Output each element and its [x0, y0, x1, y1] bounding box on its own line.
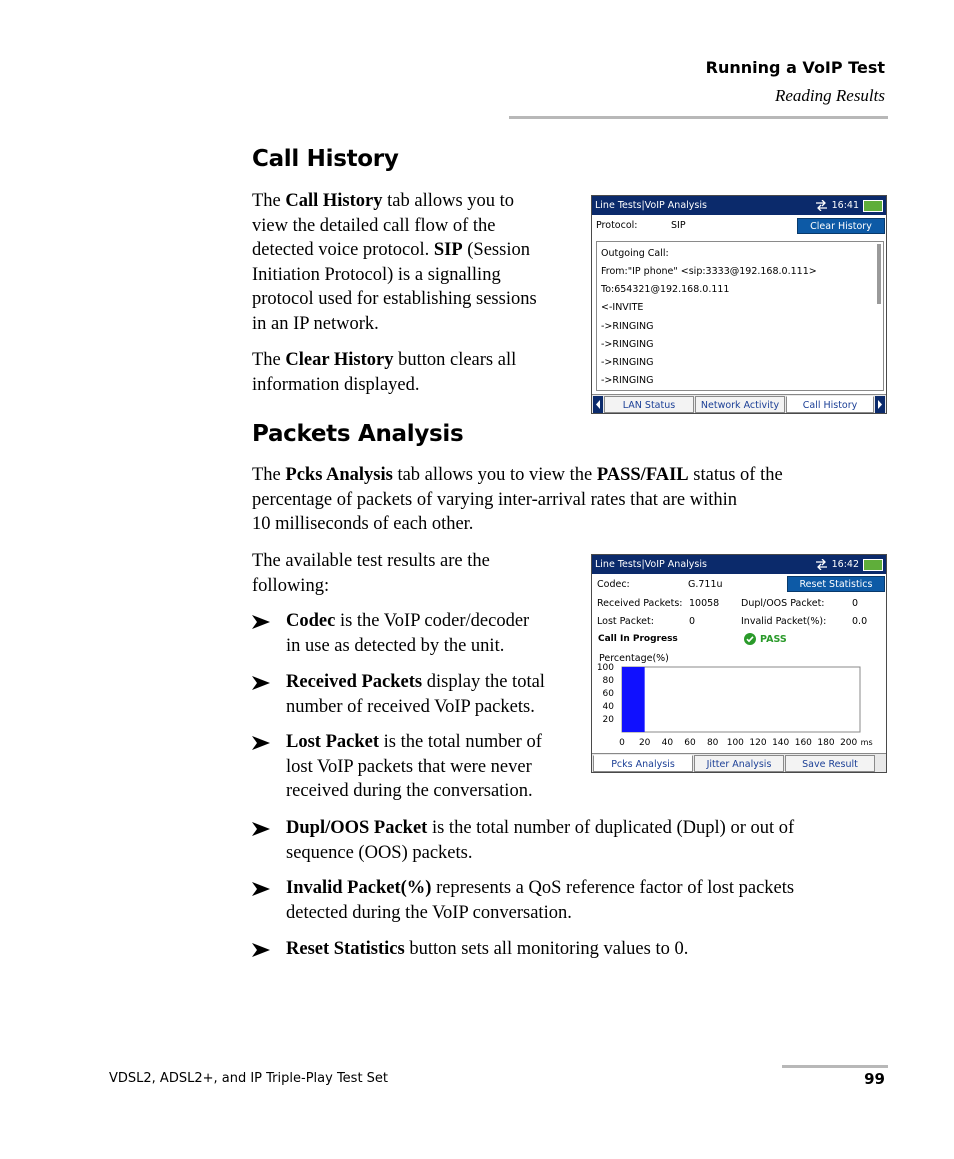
call-history-paragraph-2: The Clear History button clears all information displayed. [252, 350, 517, 395]
pass-status: PASS [760, 634, 787, 645]
heading-call-history: Call History [252, 146, 399, 172]
log-line: From:"IP phone" <sip:3333@192.168.0.111> [601, 266, 817, 277]
log-line: ->RINGING [601, 321, 654, 332]
chart-x-tick-label: 180 [817, 738, 835, 748]
tab-pcks-analysis[interactable]: Pcks Analysis [593, 755, 693, 772]
battery-icon [863, 200, 883, 212]
chart-x-tick-label: 140 [772, 738, 790, 748]
received-packets-value: 10058 [689, 598, 720, 609]
chart-x-tick-label: 100 [726, 738, 744, 748]
reset-statistics-button[interactable]: Reset Statistics [787, 576, 885, 592]
chart-x-tick-label: 20 [638, 738, 651, 748]
screen-title: Line Tests|VoIP Analysis [595, 559, 707, 570]
chart-y-tick-label: 100 [596, 663, 614, 673]
call-log-scrollbar[interactable] [877, 244, 881, 304]
page-number: 99 [864, 1070, 885, 1088]
bullet-arrow-icon [252, 736, 270, 750]
call-status: Call In Progress [598, 634, 678, 644]
chart-x-tick-label: 60 [684, 738, 696, 748]
screen-tab-bar [592, 394, 886, 413]
clear-history-button[interactable]: Clear History [797, 218, 885, 234]
network-arrows-icon [815, 200, 828, 211]
received-packets-label: Received Packets: [597, 598, 683, 609]
chart-x-tick-label: 80 [706, 738, 719, 748]
running-header-title: Running a VoIP Test [705, 58, 885, 77]
invalid-packet-value: 0.0 [852, 616, 868, 627]
chart-x-unit: ms [860, 738, 873, 747]
packets-paragraph-1: The Pcks Analysis tab allows you to view the PASS/FAIL status of the percentage of packets of varying inter-arrival rates that are within 10 milliseconds of each other. [252, 465, 783, 534]
chart-x-tick-label: 0 [619, 738, 625, 748]
codec-value: G.711u [688, 579, 723, 590]
screen-tab-bar [592, 753, 886, 772]
log-line: <-INVITE [601, 302, 644, 313]
chart-x-tick-label: 200 [840, 738, 858, 748]
running-header-subtitle: Reading Results [774, 86, 885, 105]
log-line: ->RINGING [601, 375, 654, 386]
percentage-chart [592, 647, 886, 751]
packets-paragraph-2: The available test results are the following: [252, 551, 490, 596]
log-line: Outgoing Call: [601, 248, 669, 259]
protocol-label: Protocol: [596, 220, 638, 231]
chart-bar [622, 667, 645, 732]
bullet-arrow-icon [252, 822, 270, 836]
chart-ylabel: Percentage(%) [599, 653, 669, 664]
pass-check-icon [744, 633, 756, 645]
tab-lan-status[interactable]: LAN Status [604, 396, 694, 413]
log-line: ->RINGING [601, 357, 654, 368]
footer-rule [782, 1065, 888, 1068]
tab-scroll-right-icon[interactable] [875, 396, 885, 413]
bullet-arrow-icon [252, 676, 270, 690]
lost-packet-value: 0 [689, 616, 696, 627]
network-arrows-icon [815, 559, 828, 570]
bullet-arrow-icon [252, 943, 270, 957]
call-log-box[interactable] [596, 241, 884, 391]
log-line: To:654321@192.168.0.111 [601, 284, 730, 295]
invalid-packet-label: Invalid Packet(%): [741, 616, 827, 627]
chart-x-tick-label: 160 [794, 738, 812, 748]
clock-time: 16:41 [831, 200, 859, 211]
chart-y-tick-label: 80 [602, 676, 614, 686]
lost-packet-label: Lost Packet: [597, 616, 654, 627]
screen-title: Line Tests|VoIP Analysis [595, 200, 707, 211]
header-rule [509, 116, 888, 119]
battery-icon [863, 559, 883, 571]
dupl-oos-label: Dupl/OOS Packet: [741, 598, 825, 609]
bullet-arrow-icon [252, 615, 270, 629]
heading-packets-analysis: Packets Analysis [252, 421, 464, 447]
tab-scroll-left-icon[interactable] [593, 396, 603, 413]
codec-label: Codec: [597, 579, 630, 590]
bullet-arrow-icon [252, 882, 270, 896]
chart-y-tick-label: 20 [602, 715, 614, 725]
call-history-paragraph-1: The Call History tab allows you to view the detailed call flow of the detected voice protocol. SIP (Session Initiation Protocol) is a signalling protocol used for establishing sessions in an IP network. [252, 191, 537, 334]
protocol-value: SIP [671, 220, 686, 231]
tab-save-result[interactable]: Save Result [785, 755, 875, 772]
call-history-screenshot [591, 195, 887, 414]
footer-title: VDSL2, ADSL2+, and IP Triple-Play Test Set [109, 1071, 389, 1086]
clock-time: 16:42 [831, 559, 859, 570]
chart-y-tick-label: 40 [602, 702, 614, 712]
tab-network-activity[interactable]: Network Activity [695, 396, 785, 413]
dupl-oos-value: 0 [852, 598, 859, 609]
tab-jitter-analysis[interactable]: Jitter Analysis [694, 755, 784, 772]
chart-x-tick-label: 40 [661, 738, 674, 748]
packets-analysis-screenshot [591, 554, 887, 773]
log-line: ->RINGING [601, 339, 654, 350]
chart-plot-area [622, 667, 860, 732]
chart-y-tick-label: 60 [602, 689, 614, 699]
chart-x-tick-label: 120 [749, 738, 767, 748]
tab-call-history[interactable]: Call History [786, 396, 874, 413]
